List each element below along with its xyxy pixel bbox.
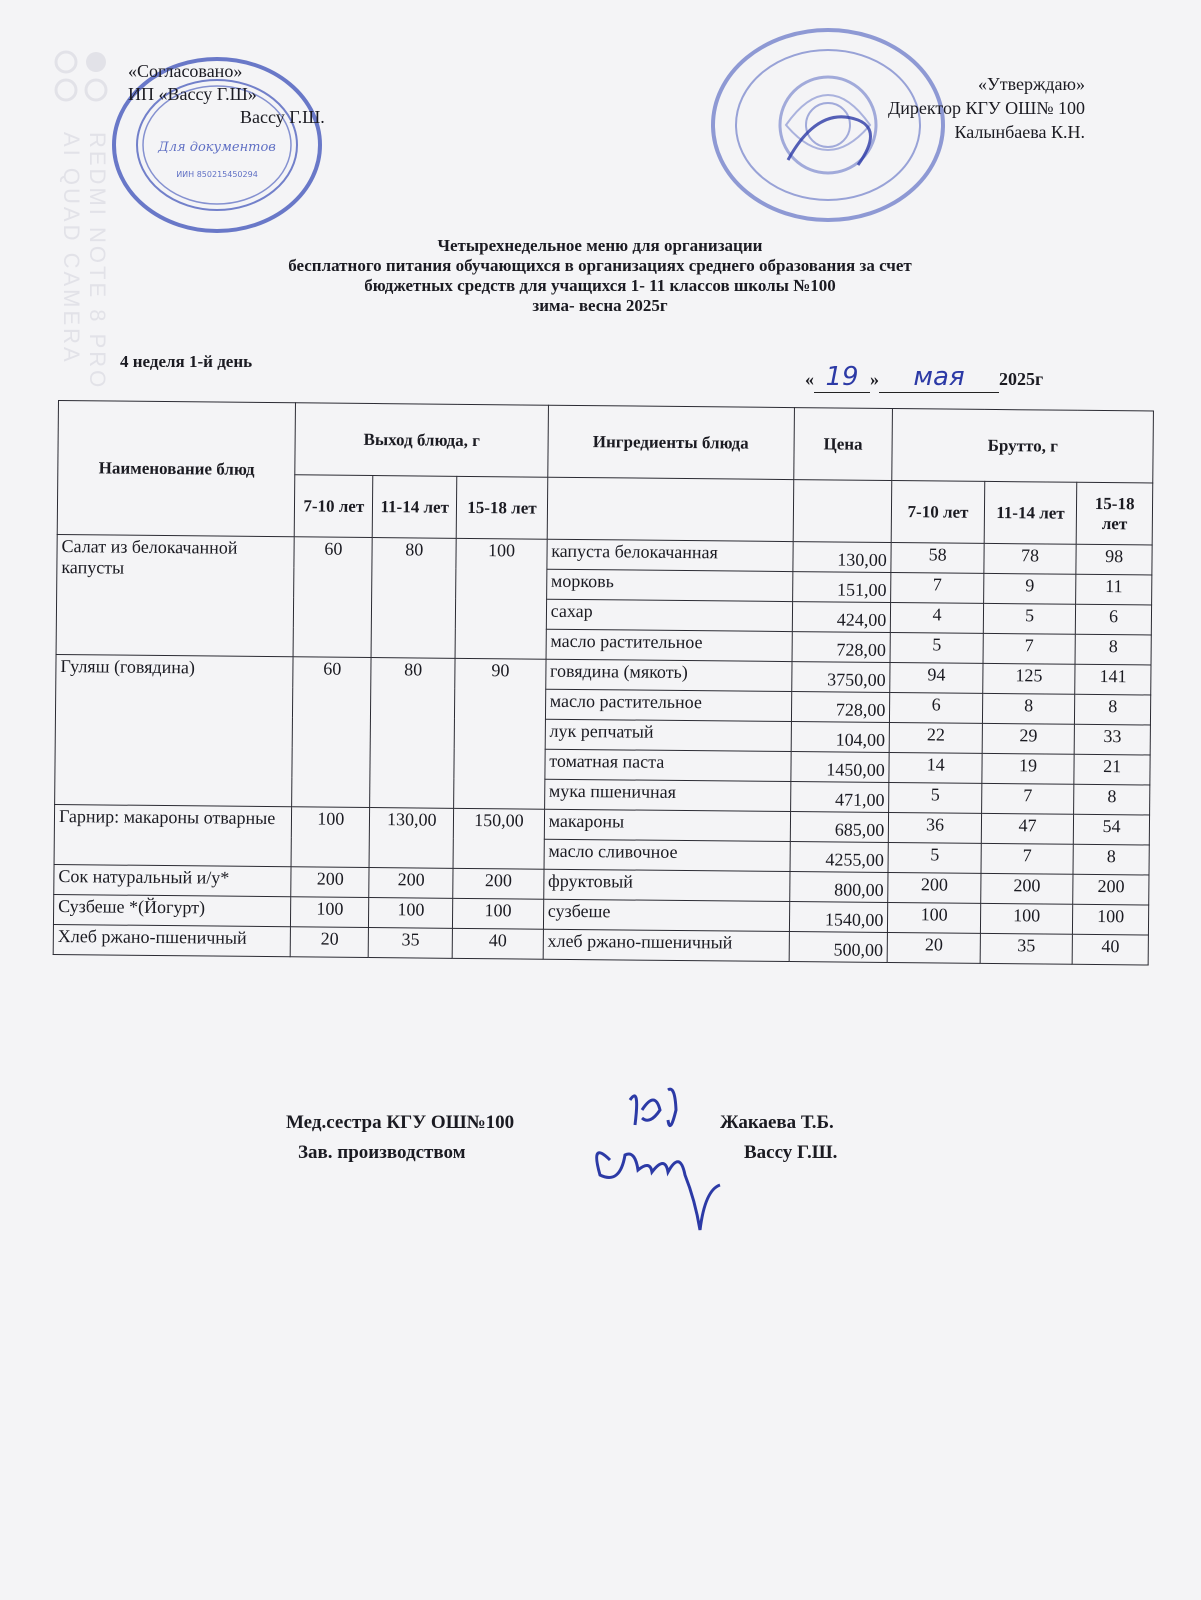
ingredient-gross: 8 — [1075, 694, 1151, 725]
ingredient-gross: 100 — [1073, 904, 1149, 935]
date-day: 19 — [825, 362, 859, 392]
ingredient-gross: 200 — [888, 872, 981, 903]
ingredient-gross: 9 — [983, 573, 1076, 604]
dish-name: Гуляш (говядина) — [55, 654, 294, 806]
ingredient-gross: 125 — [983, 663, 1076, 694]
header-ingredients-empty — [547, 477, 793, 541]
ingredient-price: 3750,00 — [791, 662, 890, 693]
dish-yield: 200 — [453, 868, 544, 899]
ingredient-price: 130,00 — [792, 542, 891, 573]
approval-left-line3: Вассу Г.Ш. — [240, 107, 325, 127]
dish-yield: 100 — [292, 807, 370, 868]
header-yield-15-18: 15-18 лет — [456, 476, 547, 539]
ingredient-gross: 21 — [1074, 754, 1150, 785]
ingredient-gross: 6 — [890, 693, 983, 724]
ingredient-gross: 7 — [981, 843, 1074, 874]
approval-left — [128, 60, 325, 129]
dish-yield: 130,00 — [369, 808, 454, 869]
ingredient-price: 1450,00 — [790, 752, 889, 783]
ingredient-name: капуста белокачанная — [547, 539, 793, 571]
camera-model: REDMI NOTE 8 PRO — [85, 132, 110, 391]
dish-name: Гарнир: макароны отварные — [54, 804, 292, 866]
ingredient-gross: 11 — [1076, 574, 1152, 605]
ingredient-price: 800,00 — [789, 872, 888, 903]
header-gross-7-10: 7-10 лет — [892, 481, 985, 544]
ingredient-gross: 200 — [981, 873, 1074, 904]
dish-yield: 40 — [452, 928, 543, 959]
ingredient-gross: 33 — [1074, 724, 1150, 755]
ingredient-price: 685,00 — [790, 812, 889, 843]
approval-right-line2: Директор КГУ ОШ№ 100 — [887, 98, 1085, 118]
ingredient-gross: 36 — [889, 812, 982, 843]
footer-left — [286, 1108, 514, 1168]
ingredient-gross: 141 — [1075, 664, 1151, 695]
ingredient-gross: 6 — [1076, 604, 1152, 635]
ingredient-name: масло сливочное — [544, 839, 790, 871]
ingredient-gross: 78 — [984, 543, 1077, 574]
ingredient-gross: 94 — [890, 663, 983, 694]
ingredient-name: масло растительное — [545, 689, 791, 721]
ingredient-gross: 4 — [891, 603, 984, 634]
header-yield-7-10: 7-10 лет — [295, 475, 373, 538]
ingredient-gross: 5 — [889, 782, 982, 813]
dish-yield: 100 — [455, 538, 547, 659]
dish-yield: 90 — [454, 658, 546, 809]
ingredient-price: 104,00 — [791, 722, 890, 753]
ingredient-name: лук репчатый — [545, 719, 791, 751]
camera-lens-icon — [52, 48, 112, 104]
title-line-3: бюджетных средств для учащихся 1- 11 классов школы №100 — [364, 276, 836, 295]
ingredient-name: томатная паста — [545, 749, 791, 781]
approval-right-line3: Калынбаева К.Н. — [954, 122, 1085, 142]
ingredient-gross: 40 — [1072, 934, 1148, 965]
ingredient-name: хлеб ржано-пшеничный — [543, 929, 789, 961]
footer-production-title: Зав. производством — [298, 1142, 466, 1163]
ingredient-gross: 20 — [887, 932, 980, 963]
document-title — [160, 236, 1040, 316]
ingredient-price: 728,00 — [792, 632, 891, 663]
header-ingredients: Ингредиенты блюда — [547, 405, 794, 479]
ingredient-gross: 14 — [889, 752, 982, 783]
date-close-quote: » — [870, 369, 879, 389]
ingredient-name: говядина (мякоть) — [545, 659, 791, 691]
dish-yield: 80 — [370, 658, 455, 809]
ingredient-price: 424,00 — [792, 602, 891, 633]
ingredient-name: фруктовый — [543, 869, 789, 901]
date-month: мая — [913, 362, 965, 392]
approval-left-line2: ИП «Вассу Г.Ш» — [128, 84, 257, 104]
ingredient-price: 471,00 — [790, 782, 889, 813]
header-gross-15-18: 15-18 лет — [1076, 482, 1152, 545]
ingredient-gross: 8 — [1073, 844, 1149, 875]
ingredient-gross: 19 — [982, 753, 1075, 784]
ingredient-name: сузбеше — [543, 899, 789, 931]
ingredient-gross: 35 — [980, 933, 1073, 964]
header-yield-11-14: 11-14 лет — [372, 476, 457, 539]
ingredient-gross: 100 — [888, 902, 981, 933]
ingredient-gross: 7 — [891, 573, 984, 604]
ingredient-gross: 200 — [1073, 874, 1149, 905]
approval-right — [815, 72, 1085, 144]
footer-nurse-name: Жакаева Т.Б. — [720, 1112, 834, 1133]
ingredient-name: макароны — [544, 809, 790, 841]
ingredient-price: 151,00 — [792, 572, 891, 603]
handwritten-signature — [580, 1080, 740, 1240]
camera-watermark — [52, 48, 114, 391]
title-line-1: Четырехнедельное меню для организации — [437, 236, 763, 255]
dish-yield: 20 — [291, 927, 369, 958]
approval-left-line1: «Согласовано» — [128, 61, 243, 81]
dish-yield: 200 — [369, 868, 453, 899]
dish-yield: 60 — [294, 537, 373, 658]
header-price: Цена — [793, 408, 892, 481]
dish-name: Хлеб ржано-пшеничный — [53, 924, 291, 956]
dish-yield: 35 — [368, 928, 452, 959]
header-yield: Выход блюда, г — [295, 403, 548, 477]
ingredient-price: 728,00 — [791, 692, 890, 723]
dish-name: Сок натуральный и/у* — [54, 864, 292, 896]
ingredient-gross: 58 — [891, 543, 984, 574]
ingredient-gross: 29 — [982, 723, 1075, 754]
camera-type: AI QUAD CAMERA — [59, 132, 84, 365]
dish-yield: 150,00 — [453, 808, 544, 869]
ingredient-gross: 54 — [1074, 814, 1150, 845]
ingredient-gross: 47 — [981, 813, 1074, 844]
menu-table-body — [53, 534, 1152, 964]
ingredient-name: масло растительное — [546, 629, 792, 661]
ingredient-gross: 5 — [890, 633, 983, 664]
date-line — [805, 362, 1043, 393]
ingredient-gross: 7 — [983, 633, 1076, 664]
footer-nurse-title: Мед.сестра КГУ ОШ№100 — [286, 1112, 515, 1133]
dish-yield: 80 — [371, 538, 456, 659]
ingredient-gross: 5 — [888, 842, 981, 873]
approval-right-line1: «Утверждаю» — [977, 74, 1085, 94]
footer-production-name: Вассу Г.Ш. — [744, 1142, 838, 1163]
date-year: 2025г — [999, 369, 1044, 389]
dish-name: Сузбеше *(Йогурт) — [53, 894, 291, 926]
day-label: 4 неделя 1-й день — [120, 352, 253, 371]
ingredient-price: 500,00 — [789, 932, 888, 963]
dish-yield: 60 — [292, 657, 371, 808]
header-gross-11-14: 11-14 лет — [984, 481, 1077, 544]
camera-watermark-text — [58, 132, 110, 390]
title-line-4: зима- весна 2025г — [532, 296, 668, 315]
ingredient-price: 4255,00 — [790, 842, 889, 873]
ingredient-price: 1540,00 — [789, 902, 888, 933]
ingredient-gross: 100 — [980, 903, 1073, 934]
header-price-empty — [793, 480, 892, 543]
ingredient-name: сахар — [546, 599, 792, 631]
header-dish: Наименование блюд — [57, 401, 296, 537]
ingredient-gross: 8 — [982, 693, 1075, 724]
ingredient-gross: 8 — [1074, 784, 1150, 815]
dish-yield: 100 — [291, 897, 369, 928]
date-open-quote: « — [805, 369, 814, 389]
dish-name: Салат из белокачанной капусты — [56, 534, 295, 656]
ingredient-name: мука пшеничная — [544, 779, 790, 811]
dish-yield: 200 — [291, 867, 369, 898]
ingredient-gross: 8 — [1075, 634, 1151, 665]
dish-yield: 100 — [453, 898, 544, 929]
title-line-2: бесплатного питания обучающихся в организациях среднего образования за счет — [288, 256, 912, 275]
ingredient-gross: 7 — [981, 783, 1074, 814]
svg-text:ИИН 850215450294: ИИН 850215450294 — [176, 170, 258, 179]
ingredient-gross: 5 — [983, 603, 1076, 634]
stamp-center-text: Для документов — [158, 140, 276, 155]
ingredient-name: морковь — [546, 569, 792, 601]
ingredient-gross: 98 — [1076, 544, 1152, 575]
footer-right — [720, 1108, 837, 1168]
menu-table — [53, 400, 1154, 965]
header-gross: Брутто, г — [892, 409, 1153, 483]
dish-yield: 100 — [369, 898, 453, 929]
ingredient-gross: 22 — [889, 722, 982, 753]
